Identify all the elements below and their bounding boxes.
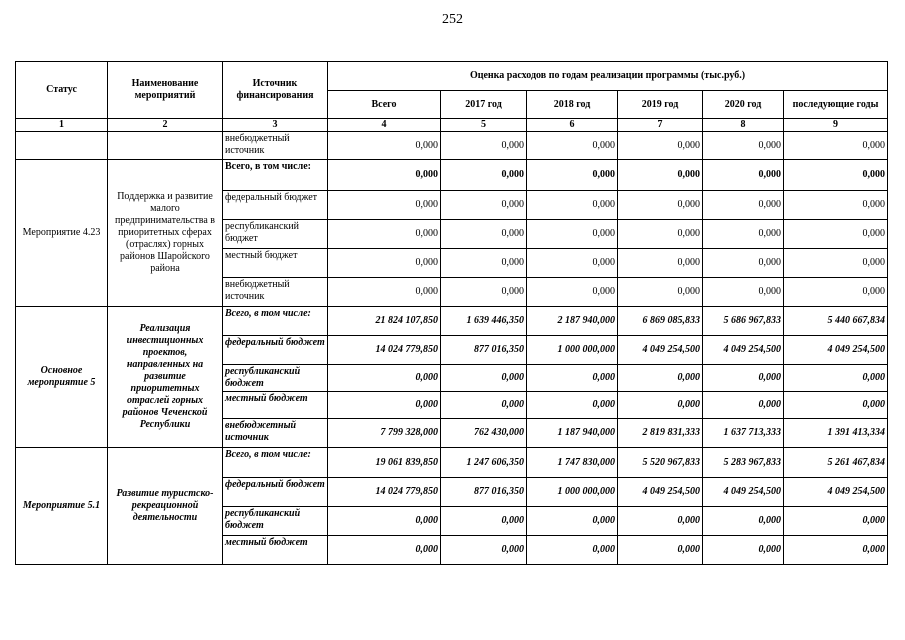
name-cell: Реализация инвестиционных проектов, направленных на развитие приоритетных отраслей горных районов Чеченской Республики [108,307,223,448]
value-cell: 5 283 967,833 [703,448,784,478]
value-cell: 0,000 [441,536,527,565]
value-cell: 0,000 [703,132,784,160]
source-cell: Всего, в том числе: [223,160,328,191]
value-cell: 0,000 [784,220,888,249]
value-cell: 0,000 [527,132,618,160]
value-cell: 0,000 [784,278,888,307]
header-year-total: Всего [328,91,441,119]
budget-table [15,61,888,565]
value-cell: 1 000 000,000 [527,336,618,365]
value-cell: 0,000 [328,220,441,249]
header-status: Статус [16,62,108,119]
column-number: 3 [223,119,328,132]
value-cell: 0,000 [703,249,784,278]
value-cell: 1 247 606,350 [441,448,527,478]
value-cell: 0,000 [784,392,888,419]
value-cell: 0,000 [618,507,703,536]
value-cell: 0,000 [527,536,618,565]
value-cell: 0,000 [703,365,784,392]
value-cell: 0,000 [441,132,527,160]
value-cell: 0,000 [527,191,618,220]
table-row [16,160,888,191]
value-cell: 762 430,000 [441,419,527,448]
status-cell: Основное мероприятие 5 [16,307,108,448]
name-cell: Поддержка и развитие малого предпринимательства в приоритетных сферах (отраслях) горных районов Шаройского района [108,160,223,307]
status-cell: Мероприятие 4.23 [16,160,108,307]
value-cell: 1 000 000,000 [527,478,618,507]
value-cell: 7 799 328,000 [328,419,441,448]
value-cell: 0,000 [618,249,703,278]
source-cell: республиканский бюджет [223,507,328,536]
header-year-2017: 2017 год [441,91,527,119]
table-row [16,132,888,160]
value-cell: 4 049 254,500 [703,478,784,507]
source-cell: местный бюджет [223,249,328,278]
value-cell: 4 049 254,500 [784,478,888,507]
value-cell: 14 024 779,850 [328,336,441,365]
value-cell: 0,000 [441,278,527,307]
source-cell: федеральный бюджет [223,478,328,507]
value-cell: 0,000 [441,365,527,392]
value-cell: 0,000 [328,536,441,565]
header-source: Источник финансирования [223,62,328,119]
value-cell: 877 016,350 [441,478,527,507]
value-cell: 2 187 940,000 [527,307,618,336]
column-number: 7 [618,119,703,132]
value-cell: 0,000 [784,249,888,278]
value-cell: 0,000 [618,365,703,392]
column-number: 2 [108,119,223,132]
value-cell: 0,000 [618,191,703,220]
value-cell: 1 187 940,000 [527,419,618,448]
value-cell: 1 637 713,333 [703,419,784,448]
value-cell: 0,000 [328,365,441,392]
value-cell: 0,000 [527,365,618,392]
value-cell: 5 261 467,834 [784,448,888,478]
value-cell: 877 016,350 [441,336,527,365]
source-cell: внебюджетный источник [223,132,328,160]
value-cell: 0,000 [328,132,441,160]
value-cell: 0,000 [618,132,703,160]
source-cell: внебюджетный источник [223,419,328,448]
value-cell: 0,000 [441,392,527,419]
name-cell: Развитие туристско-рекреационной деятельности [108,448,223,565]
value-cell: 0,000 [441,220,527,249]
source-cell: местный бюджет [223,392,328,419]
header-year-2020: 2020 год [703,91,784,119]
value-cell: 0,000 [703,392,784,419]
value-cell: 0,000 [784,160,888,191]
value-cell: 0,000 [328,191,441,220]
column-number-row [16,119,888,132]
value-cell: 0,000 [527,249,618,278]
page-bottom-margin [0,601,905,640]
value-cell: 0,000 [784,191,888,220]
value-cell: 1 391 413,334 [784,419,888,448]
value-cell: 0,000 [441,191,527,220]
value-cell: 0,000 [441,507,527,536]
value-cell: 0,000 [784,507,888,536]
value-cell: 0,000 [618,220,703,249]
column-number: 6 [527,119,618,132]
value-cell: 6 869 085,833 [618,307,703,336]
source-cell: республиканский бюджет [223,365,328,392]
value-cell: 0,000 [527,160,618,191]
value-cell: 2 819 831,333 [618,419,703,448]
value-cell: 0,000 [784,536,888,565]
value-cell: 4 049 254,500 [703,336,784,365]
source-cell: федеральный бюджет [223,336,328,365]
value-cell: 0,000 [703,536,784,565]
value-cell: 0,000 [328,507,441,536]
source-cell: внебюджетный источник [223,278,328,307]
value-cell: 5 520 967,833 [618,448,703,478]
value-cell: 0,000 [618,278,703,307]
value-cell: 4 049 254,500 [618,478,703,507]
value-cell: 0,000 [703,220,784,249]
value-cell: 0,000 [618,160,703,191]
value-cell: 0,000 [618,536,703,565]
value-cell: 4 049 254,500 [784,336,888,365]
status-cell [16,132,108,160]
value-cell: 1 639 446,350 [441,307,527,336]
value-cell: 4 049 254,500 [618,336,703,365]
value-cell: 19 061 839,850 [328,448,441,478]
value-cell: 0,000 [703,507,784,536]
value-cell: 5 440 667,834 [784,307,888,336]
header-year-2018: 2018 год [527,91,618,119]
table-row [16,448,888,478]
value-cell: 0,000 [703,191,784,220]
source-cell: местный бюджет [223,536,328,565]
value-cell: 0,000 [618,392,703,419]
source-cell: Всего, в том числе: [223,448,328,478]
column-number: 8 [703,119,784,132]
value-cell: 0,000 [328,278,441,307]
column-number: 1 [16,119,108,132]
value-cell: 0,000 [328,160,441,191]
status-cell: Мероприятие 5.1 [16,448,108,565]
header-estimate: Оценка расходов по годам реализации программы (тыс.руб.) [328,62,888,91]
value-cell: 0,000 [328,392,441,419]
value-cell: 0,000 [527,278,618,307]
page-number: 252 [442,12,463,27]
column-number: 5 [441,119,527,132]
source-cell: республиканский бюджет [223,220,328,249]
header-year-2019: 2019 год [618,91,703,119]
value-cell: 0,000 [703,278,784,307]
value-cell: 0,000 [527,392,618,419]
header-year-later: последующие годы [784,91,888,119]
value-cell: 0,000 [527,220,618,249]
column-number: 9 [784,119,888,132]
value-cell: 0,000 [527,507,618,536]
source-cell: федеральный бюджет [223,191,328,220]
value-cell: 0,000 [784,365,888,392]
value-cell: 0,000 [784,132,888,160]
value-cell: 0,000 [441,249,527,278]
value-cell: 0,000 [328,249,441,278]
value-cell: 5 686 967,833 [703,307,784,336]
header-name: Наименование мероприятий [108,62,223,119]
name-cell [108,132,223,160]
value-cell: 0,000 [703,160,784,191]
value-cell: 0,000 [441,160,527,191]
value-cell: 21 824 107,850 [328,307,441,336]
column-number: 4 [328,119,441,132]
table-row [16,307,888,336]
value-cell: 14 024 779,850 [328,478,441,507]
source-cell: Всего, в том числе: [223,307,328,336]
value-cell: 1 747 830,000 [527,448,618,478]
